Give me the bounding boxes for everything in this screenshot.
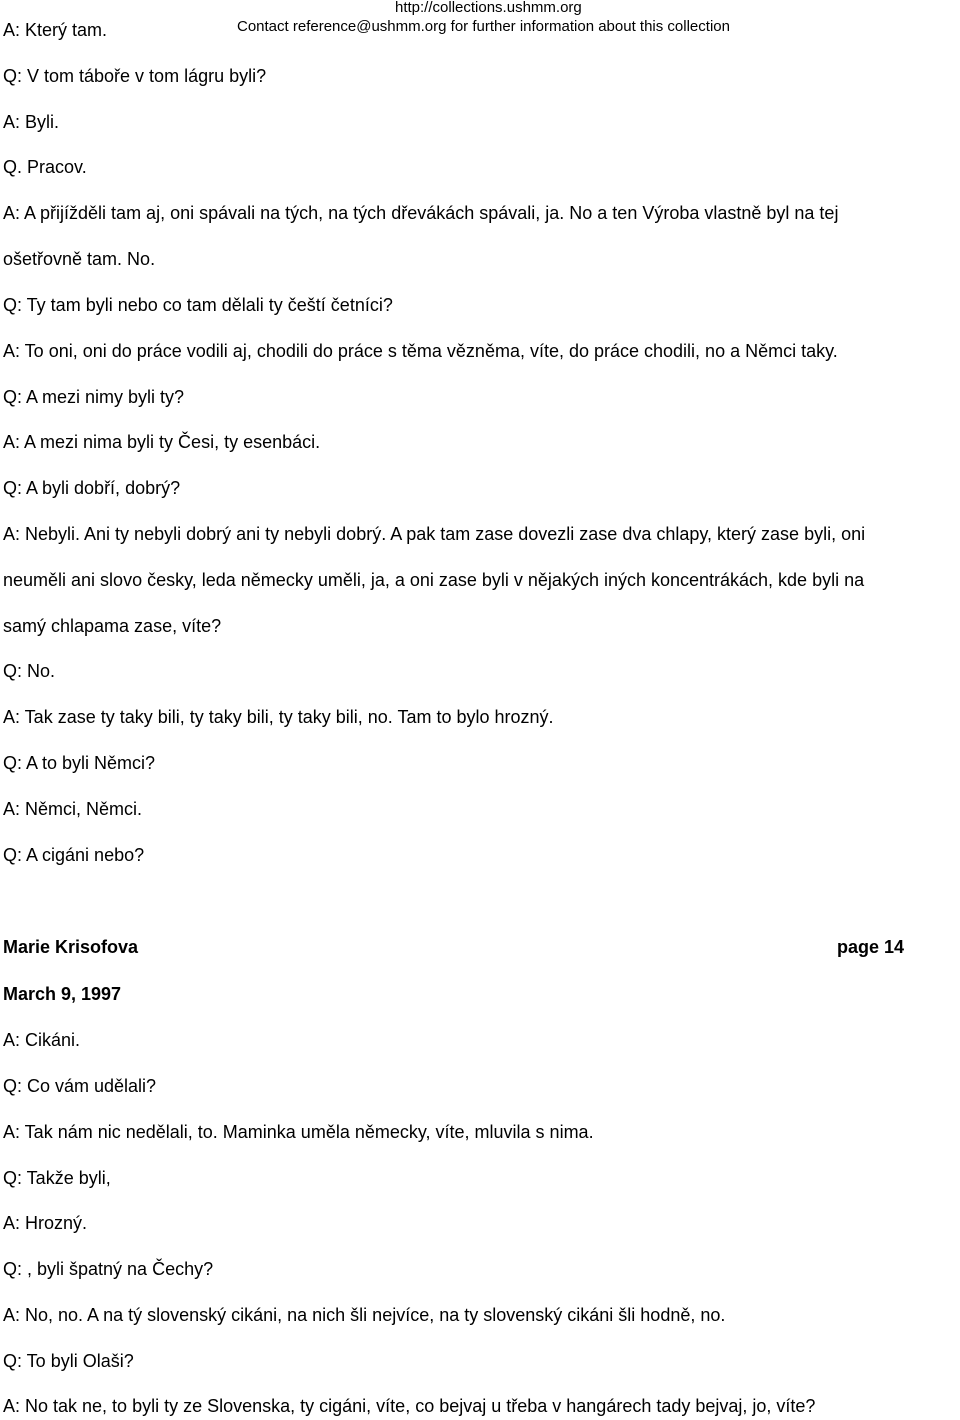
transcript-line: A: To oni, oni do práce vodili aj, chodili do práce s těma vězněma, víte, do práce chodili, no a Němci taky. [3, 341, 838, 361]
transcript-line: A: A přijížděli tam aj, oni spávali na tých, na tých dřevákách spávali, ja. No a ten Výroba vlastně byl na tej [3, 203, 839, 223]
interview-date: March 9, 1997 [3, 984, 122, 1004]
interviewee-name: Marie Krisofova [3, 937, 139, 957]
transcript-line: A: Tak zase ty taky bili, ty taky bili, ty taky bili, no. Tam to bylo hrozný. [3, 707, 554, 727]
transcript-line: Q: A mezi nimy byli ty? [3, 387, 185, 407]
transcript-line: A: A mezi nima byli ty Česi, ty esenbáci. [3, 432, 321, 452]
transcript-line: Q: , byli špatný na Čechy? [3, 1259, 214, 1279]
transcript-line: Q: V tom táboře v tom lágru byli? [3, 66, 267, 86]
transcript-line: A: Který tam. [3, 20, 108, 40]
transcript-line: A: Němci, Němci. [3, 799, 143, 819]
transcript-line: A: Cikáni. [3, 1030, 81, 1050]
transcript-line: ošetřovně tam. No. [3, 249, 156, 269]
transcript-line: samý chlapama zase, víte? [3, 616, 222, 636]
transcript-line: Q: To byli Olaši? [3, 1351, 134, 1371]
transcript-line: Q: Takže byli, [3, 1168, 111, 1188]
archive-url[interactable]: http://collections.ushmm.org [395, 0, 582, 16]
transcript-line: A: Byli. [3, 112, 60, 132]
archive-contact-notice: Contact reference@ushmm.org for further information about this collection [237, 18, 730, 35]
transcript-line: Q: No. [3, 661, 56, 681]
transcript-line: neuměli ani slovo česky, leda německy uměli, ja, a oni zase byli v nějakých iných koncentrákách, kde byli na [3, 570, 865, 590]
transcript-line: Q: Co vám udělali? [3, 1076, 157, 1096]
transcript-line: Q. Pracov. [3, 157, 87, 177]
transcript-line: Q: Ty tam byli nebo co tam dělali ty čeští četníci? [3, 295, 393, 315]
transcript-line: A: No tak ne, to byli ty ze Slovenska, ty cigáni, víte, co bejvaj u třeba v hangárech tady bejvaj, jo, víte? [3, 1396, 816, 1416]
transcript-line: A: Nebyli. Ani ty nebyli dobrý ani ty nebyli dobrý. A pak tam zase dovezli zase dva chlapy, který zase byli, oni [3, 524, 866, 544]
transcript-line: A: No, no. A na tý slovenský cikáni, na nich šli nejvíce, na ty slovenský cikáni šli hodně, no. [3, 1305, 726, 1325]
transcript-line: A: Hrozný. [3, 1213, 88, 1233]
transcript-line: A: Tak nám nic nedělali, to. Maminka uměla německy, víte, mluvila s nima. [3, 1122, 594, 1142]
transcript-line: Q: A cigáni nebo? [3, 845, 145, 865]
transcript-line: Q: A to byli Němci? [3, 753, 156, 773]
transcript-line: Q: A byli dobří, dobrý? [3, 478, 181, 498]
page-number: page 14 [837, 937, 905, 957]
